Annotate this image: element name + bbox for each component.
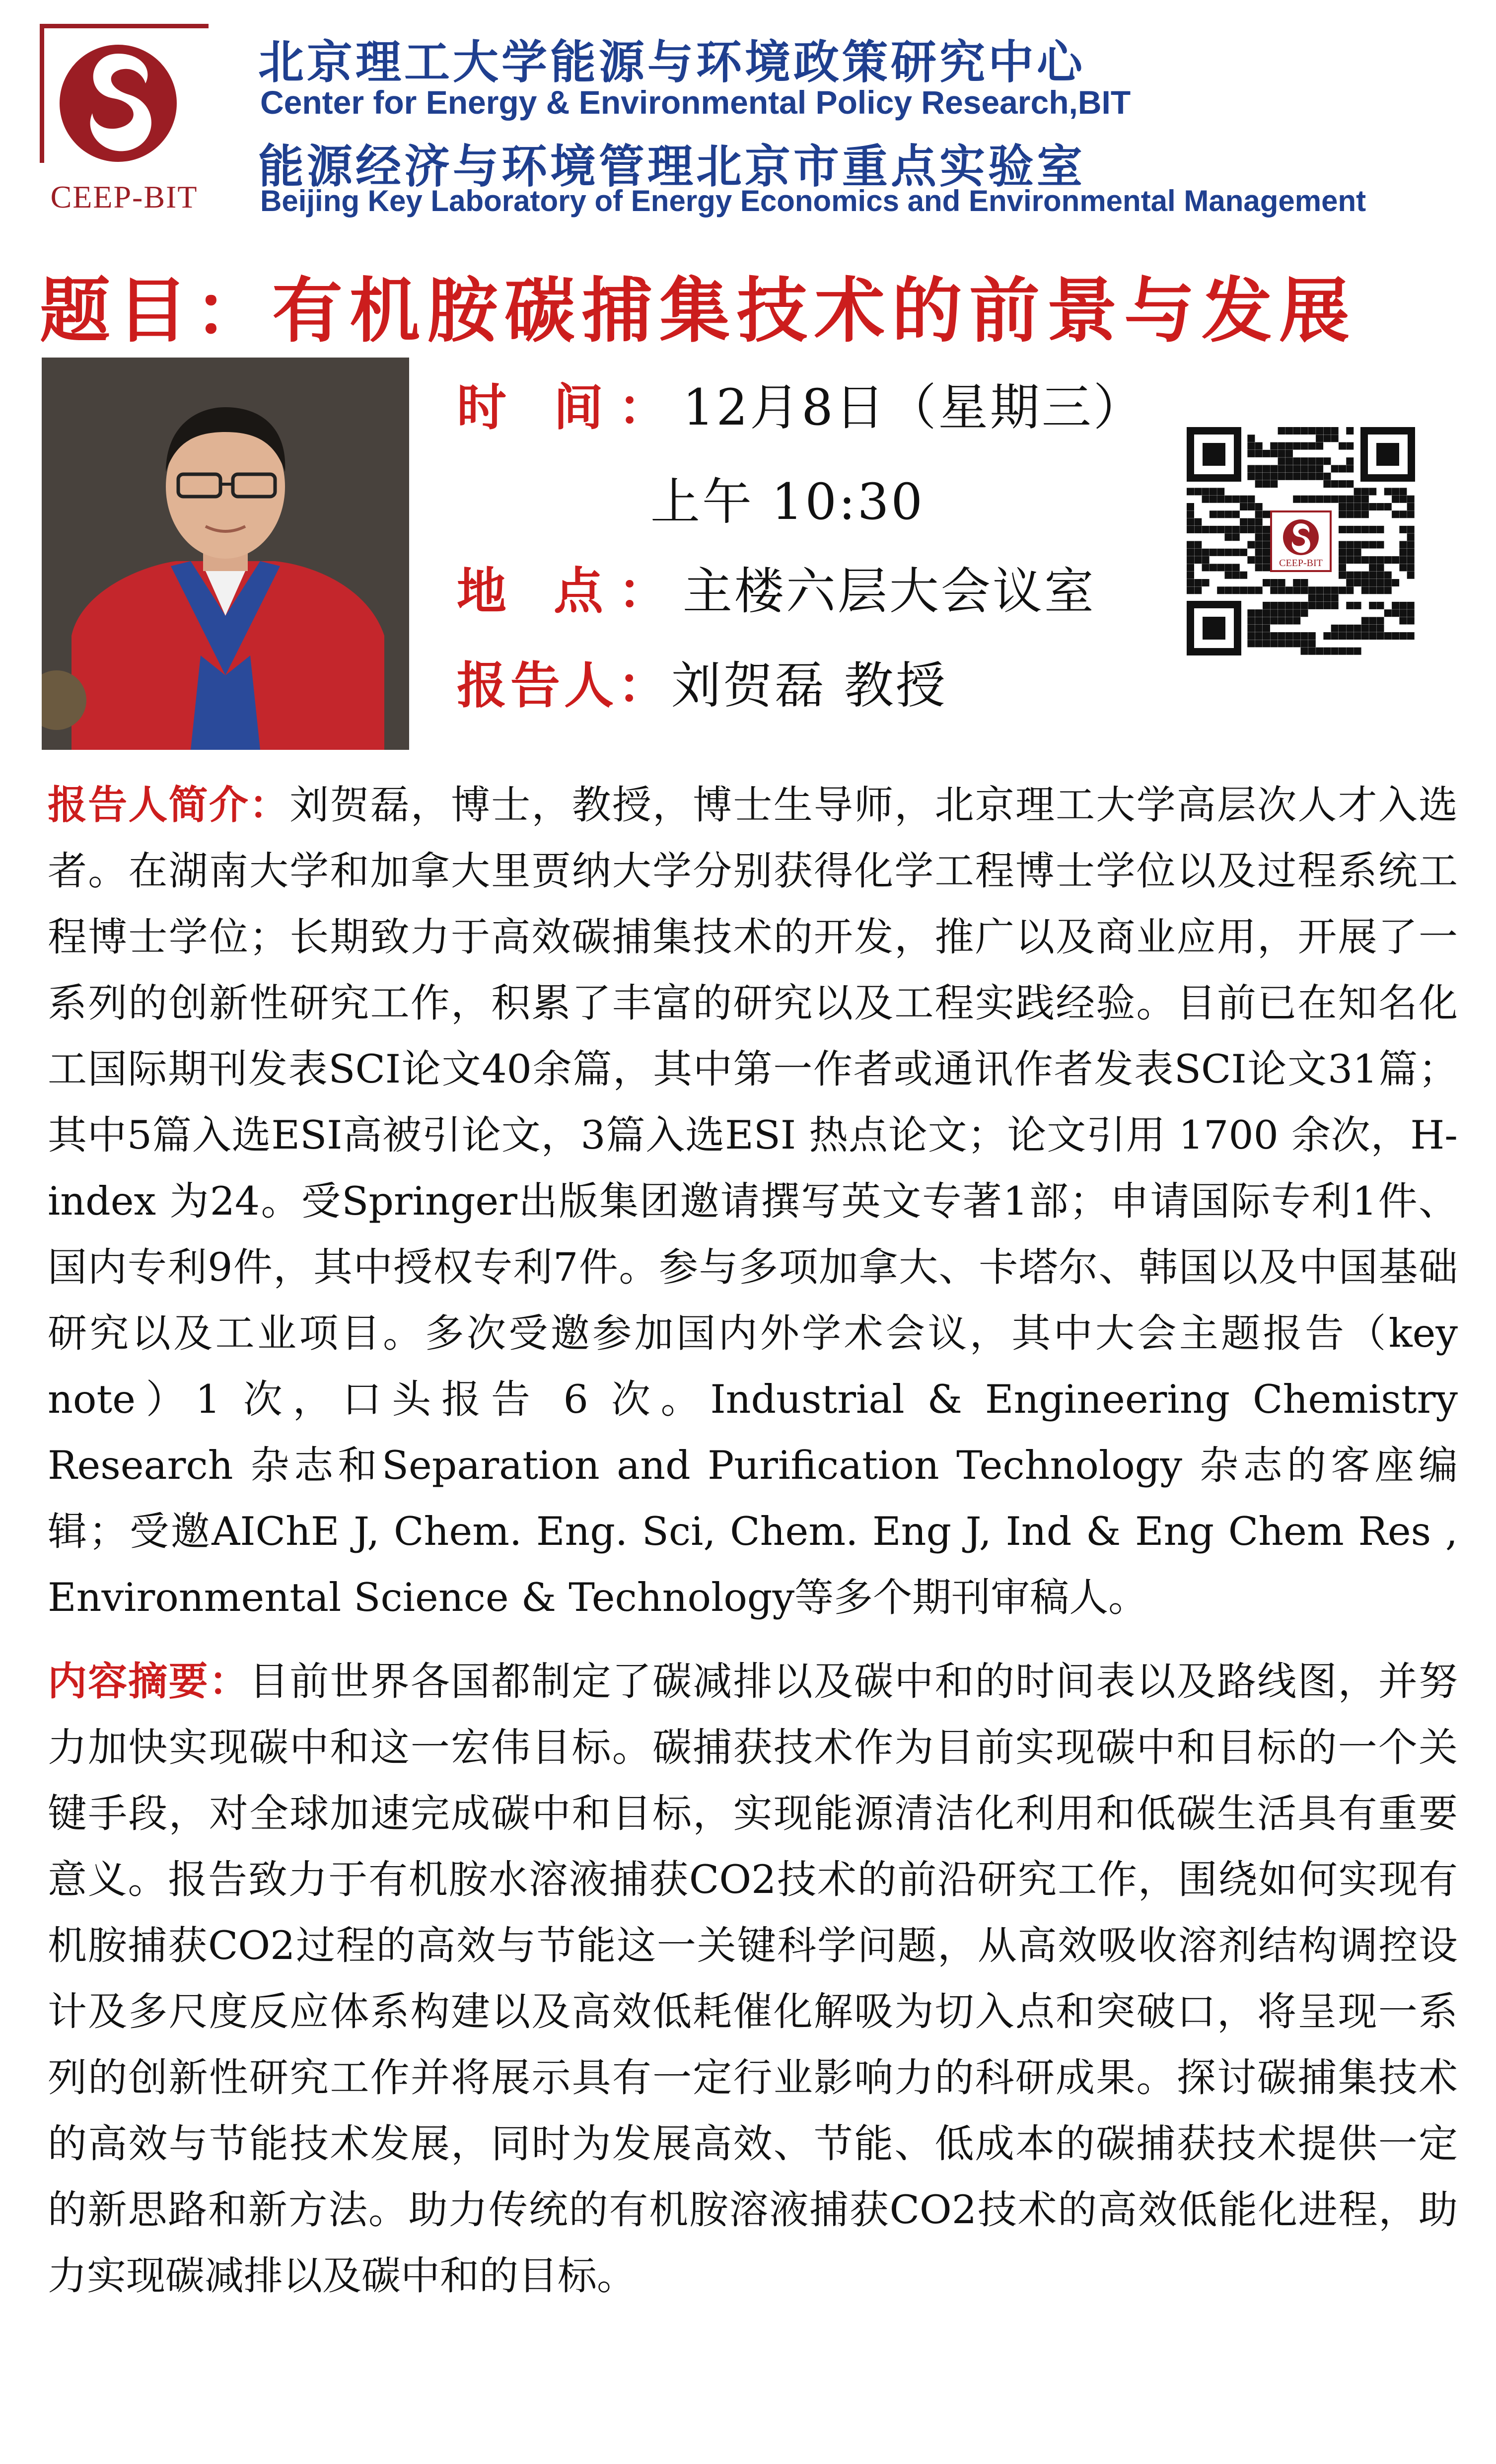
header: [0, 0, 1496, 228]
qr-code: [1182, 422, 1420, 660]
ceep-logo-icon: [54, 39, 183, 168]
org-name-en: Center for Energy & Environmental Policy Research,BIT: [260, 84, 1131, 121]
speaker-photo: [42, 358, 409, 750]
speaker-label: 报告人：: [457, 656, 671, 715]
bio-label: 报告人简介：: [48, 782, 290, 828]
time-row-2: [650, 462, 925, 533]
time-label: 时 间：: [457, 378, 683, 436]
page-title: 题目：有机胺碳捕集技术的前景与发展: [40, 270, 1356, 352]
bio-text: 刘贺磊，博士，教授，博士生导师，北京理工大学高层次人才入选者。在湖南大学和加拿大里贾纳大学分别获得化学工程博士学位以及过程系统工程博士学位；长期致力于高效碳捕集技术的开发，推广以及商业应用，开展了一系列的创新性研究工作，积累了丰富的研究以及工程实践经验。目前已在知名化工国际期刊发表SCI论文40余篇，其中第一作者或通讯作者发表SCI论文31篇；其中5篇入选ESI高被引论文，3篇入选ESI 热点论文；论文引用 1700 余次，H-index 为24。受Springer出版集团邀请撰写英文专著1部；申请国际专利1件、国内专利9件，其中授权专利7件。参与多项加拿大、卡塔尔、韩国以及中国基础研究以及工业项目。多次受邀参加国内外学术会议，其中大会主题报告（key note）1 次，口头报告 6 次。Industrial & Engineering Chemistry Research 杂志和Separation and Purification Technology 杂志的客座编辑；受邀AIChE J, Chem. Eng. Sci, Chem. Eng J, Ind & Eng Chem Res , Environmental Science & Technology等多个期刊审稿人。: [48, 782, 1458, 1620]
time-value-2: 上午 10:30: [650, 473, 925, 531]
abstract-text: 目前世界各国都制定了碳减排以及碳中和的时间表以及路线图，并努力加快实现碳中和这一宏伟目标。碳捕获技术作为目前实现碳中和目标的一个关键手段，对全球加速完成碳中和目标，实现能源清洁化利用和低碳生活具有重要意义。报告致力于有机胺水溶液捕获CO2技术的前沿研究工作，围绕如何实现有机胺捕获CO2过程的高效与节能这一关键科学问题，从高效吸收溶剂结构调控设计及多尺度反应体系构建以及高效低耗催化解吸为切入点和突破口，将呈现一系列的创新性研究工作并将展示具有一定行业影响力的科研成果。探讨碳捕集技术的高效与节能技术发展，同时为发展高效、节能、低成本的碳捕获技术提供一定的新思路和新方法。助力传统的有机胺溶液捕获CO2技术的高效低能化进程，助力实现碳减排以及碳中和的目标。: [48, 1659, 1458, 2299]
lab-name-cn: 能源经济与环境管理北京市重点实验室: [258, 140, 1086, 193]
place-row: [457, 551, 1096, 623]
abstract-label: 内容摘要：: [48, 1659, 250, 1704]
speaker-value: 刘贺磊 教授: [671, 656, 947, 715]
place-label: 地 点：: [457, 562, 683, 620]
speaker-bio: [48, 772, 1458, 1631]
org-name-cn: 北京理工大学能源与环境政策研究中心: [258, 36, 1086, 89]
abstract: [48, 1649, 1458, 2309]
time-value: 12月8日（星期三）: [682, 378, 1145, 436]
lab-name-en: Beijing Key Laboratory of Energy Economics and Environmental Management: [260, 184, 1366, 217]
qr-caption: CEEP-BIT: [1279, 558, 1323, 569]
time-row: [457, 367, 1145, 439]
logo-text: CEEP-BIT: [50, 179, 198, 215]
speaker-row: [457, 646, 947, 717]
place-value: 主楼六层大会议室: [682, 562, 1096, 620]
